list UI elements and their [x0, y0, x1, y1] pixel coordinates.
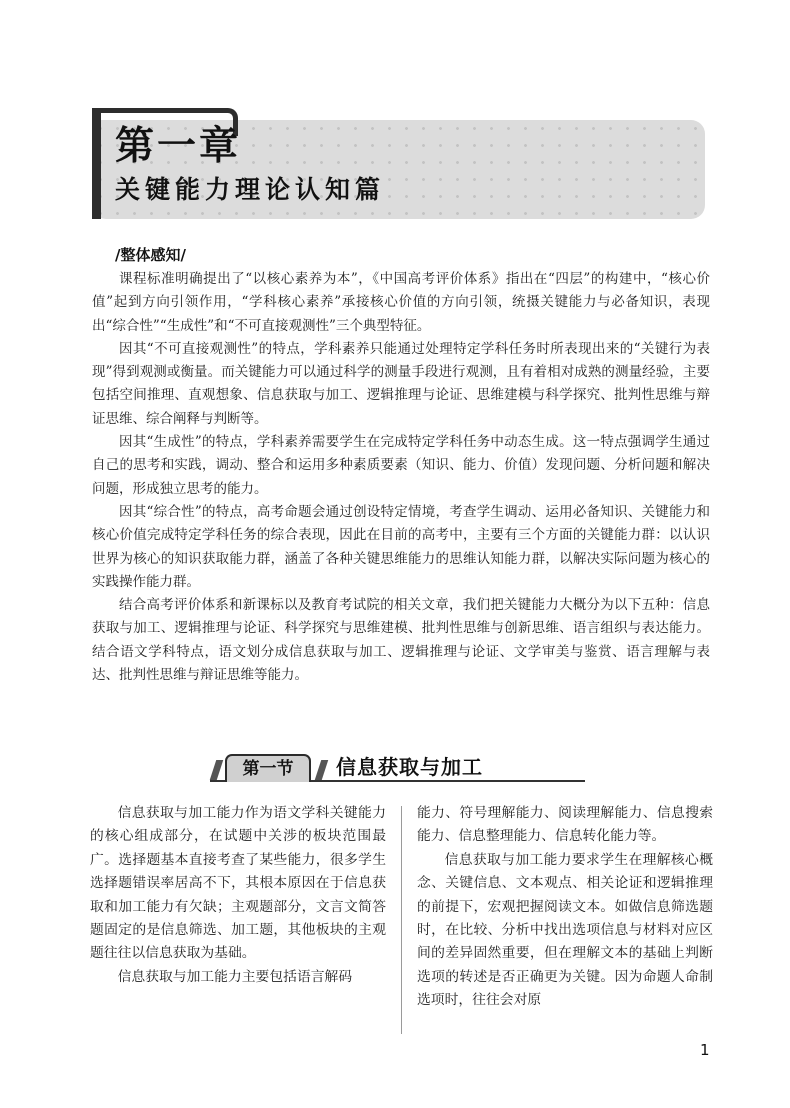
left-column — [90, 802, 386, 989]
page-number: 1 — [700, 1041, 710, 1059]
chapter-number: 第一章 — [115, 124, 242, 169]
chapter-banner-stripe — [92, 108, 101, 219]
paragraph: 因其“生成性”的特点，学科素养需要学生在完成特定学科任务中动态生成。这一特点强调学生通过自己的思考和实践，调动、整合和运用多种素质要素（知识、能力、价值）发现问题、分析问题和解决问题，形成独立思考的能力。 — [92, 434, 710, 497]
paragraph: 因其“不可直接观测性”的特点，学科素养只能通过处理特定学科任务时所表现出来的“关键行为表现”得到观测或衡量。而关键能力可以通过科学的测量手段进行观测，且有着相对成熟的测量经验，主要包括空间推理、直观想象、信息获取与加工、逻辑推理与论证、思维建模与科学探究、批判性思维与辩证思维、综合阐释与判断等。 — [92, 340, 710, 427]
section-title: 信息获取与加工 — [336, 755, 483, 779]
paragraph: 结合高考评价体系和新课标以及教育考试院的相关文章，我们把关键能力大概分为以下五种：信息获取与加工、逻辑推理与论证、科学探究与思维建模、批判性思维与创新思维、语言组织与表达能力。结合语文学科特点，语文划分成信息获取与加工、逻辑推理与论证、文学审美与鉴赏、语言理解与表达、批判性思维与辩证思维等能力。 — [92, 597, 710, 684]
overview-heading: /整体感知/ — [115, 246, 186, 264]
section-divider-bar — [315, 760, 328, 780]
section-left-bar — [210, 760, 223, 780]
paragraph-continued: 能力、符号理解能力、阅读理解能力、信息搜索能力、信息整理能力、信息转化能力等。 — [417, 805, 713, 845]
paragraph: 信息获取与加工能力要求学生在理解核心概念、关键信息、文本观点、相关论证和逻辑推理的前提下，宏观把握阅读文本。如做信息筛选题时，在比较、分析中找出选项信息与材料对应区间的差异固然重要，但在理解文本的基础上判断选项的转述是否正确更为关键。因为命题人命制选项时，往往会对原 — [417, 851, 713, 1009]
paragraph: 信息获取与加工能力作为语文学科关键能力的核心组成部分，在试题中关涉的板块范围最广。选择题基本直接考查了某些能力，很多学生选择题错误率居高不下，其根本原因在于信息获取和加工能力有欠缺；主观题部分，文言文简答题固定的是信息筛选、加工题，其他板块的主观题往往以信息获取为基础。 — [90, 805, 386, 962]
right-column — [417, 802, 713, 1013]
column-divider — [401, 806, 402, 1034]
paragraph: 课程标准明确提出了“以核心素养为本”，《中国高考评价体系》指出在“四层”的构建中，“核心价值”起到方向引领作用，“学科核心素养”承接核心价值的方向引领，统摄关键能力与必备知识，表现出“综合性”“生成性”和“不可直接观测性”三个典型特征。 — [92, 271, 710, 334]
section-number: 第一节 — [225, 754, 311, 782]
overview-body — [92, 268, 710, 687]
paragraph: 信息获取与加工能力主要包括语言解码 — [117, 968, 353, 985]
paragraph: 因其“综合性”的特点，高考命题会通过创设特定情境，考查学生调动、运用必备知识、关键能力和核心价值完成特定学科任务的综合表现，因此在目前的高考中，主要有三个方面的关键能力群：以认识世界为核心的知识获取能力群，涵盖了各种关键思维能力的思维认知能力群，以解决实际问题为核心的实践操作能力群。 — [92, 503, 710, 590]
chapter-title: 关键能力理论认知篇 — [115, 175, 386, 204]
